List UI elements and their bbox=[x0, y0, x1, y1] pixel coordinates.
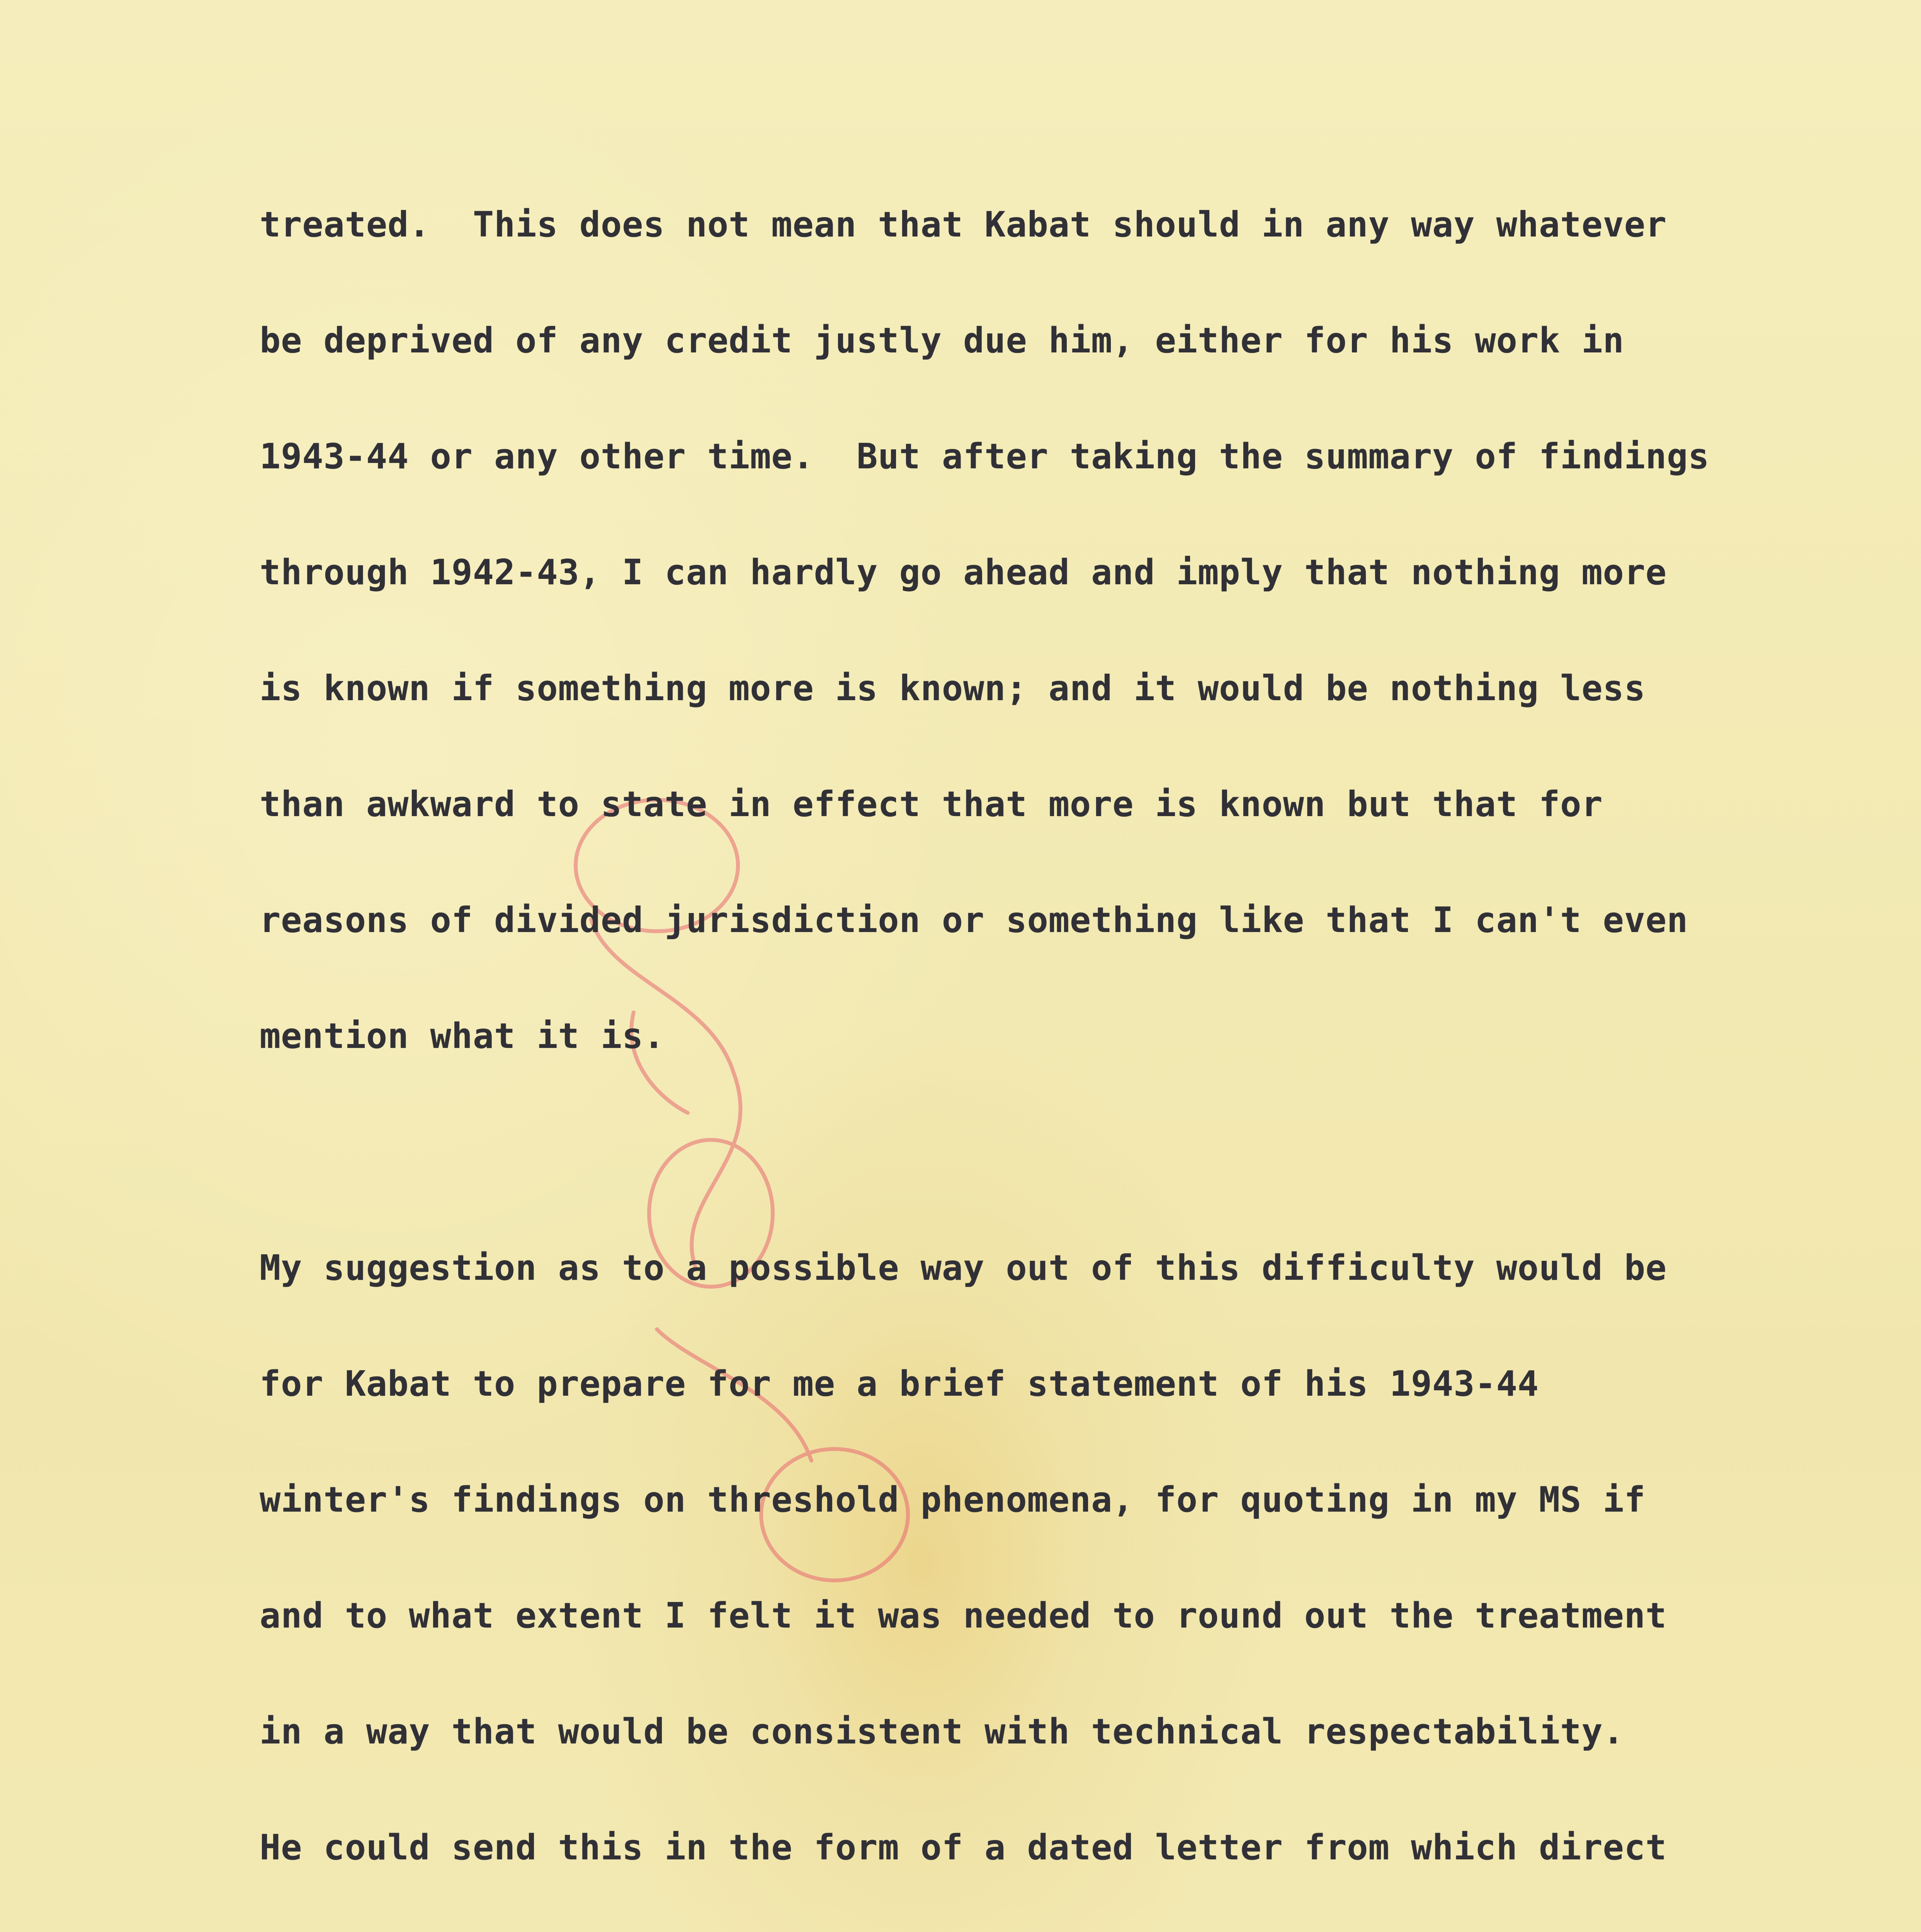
text-line: and to what extent I felt it was needed to round out the treatment bbox=[260, 1595, 1667, 1636]
paragraph-1 bbox=[260, 128, 1875, 1133]
text-line: through 1942-43, I can hardly go ahead and imply that nothing more bbox=[260, 552, 1667, 593]
text-line: mention what it is. bbox=[260, 1016, 665, 1056]
paragraph-2 bbox=[260, 1172, 1875, 1932]
text-line: He could send this in the form of a dated letter from which direct bbox=[260, 1827, 1667, 1868]
text-line: reasons of divided jurisdiction or something like that I can't even bbox=[260, 900, 1688, 940]
text-line: 1943-44 or any other time. But after taking the summary of findings bbox=[260, 436, 1710, 477]
text-line: is known if something more is known; and it would be nothing less bbox=[260, 668, 1646, 709]
text-line: be deprived of any credit justly due him, either for his work in bbox=[260, 320, 1624, 361]
text-line: for Kabat to prepare for me a brief statement of his 1943-44 bbox=[260, 1364, 1539, 1404]
letter-body bbox=[260, 128, 1875, 1932]
text-line: My suggestion as to a possible way out of this difficulty would be bbox=[260, 1248, 1667, 1288]
text-line: than awkward to state in effect that more is known but that for bbox=[260, 784, 1603, 825]
text-line: winter's findings on threshold phenomena, for quoting in my MS if bbox=[260, 1480, 1646, 1520]
text-line: treated. This does not mean that Kabat should in any way whatever bbox=[260, 204, 1667, 245]
text-line: in a way that would be consistent with technical respectability. bbox=[260, 1711, 1624, 1752]
